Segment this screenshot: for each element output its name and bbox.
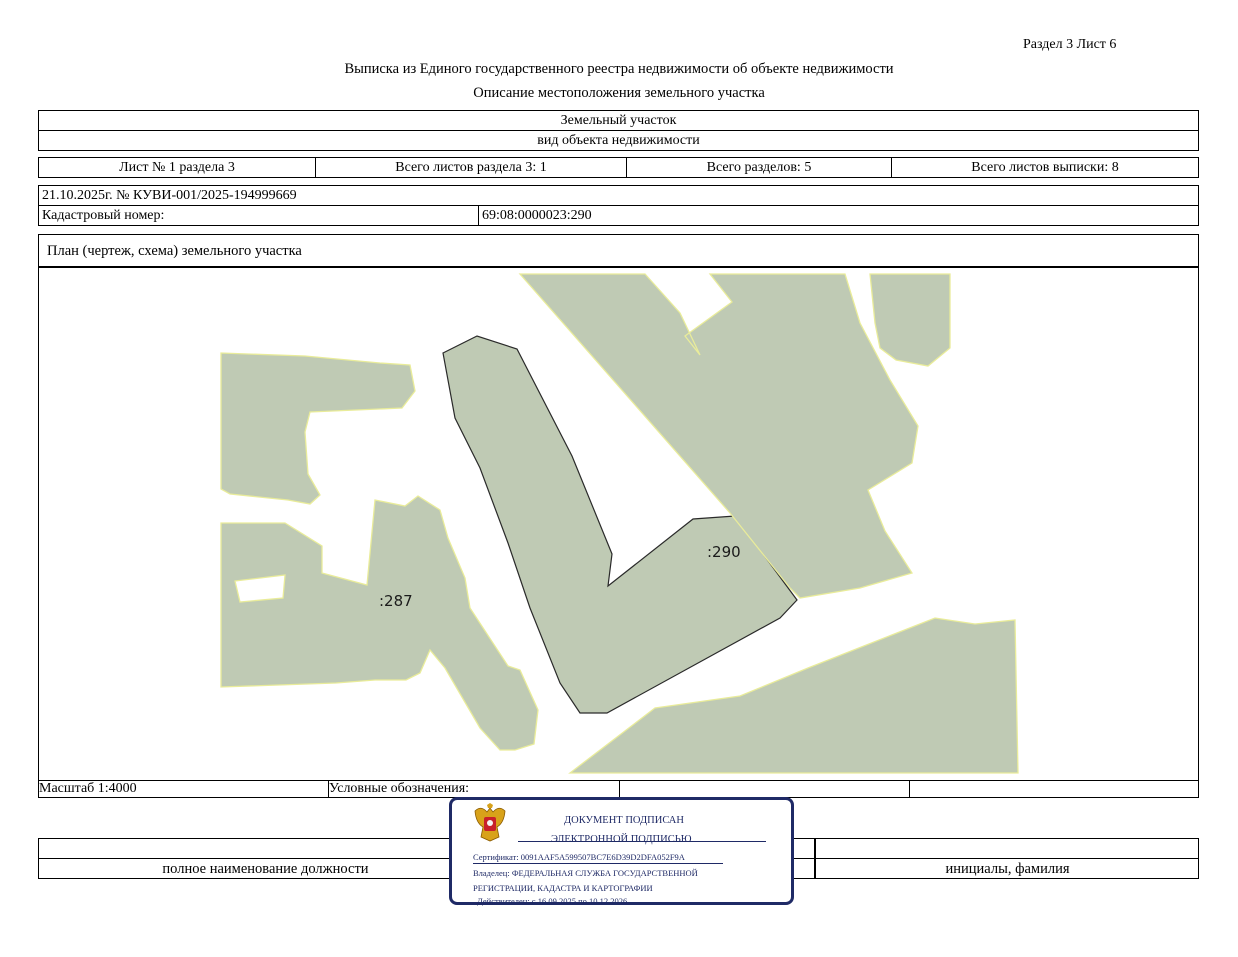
cadastral-value: 69:08:0000023:290 [478, 205, 1199, 226]
position-caption: полное наименование должности [162, 861, 369, 877]
object-type: Земельный участок [38, 110, 1199, 131]
total-sheets-extract: Всего листов выписки: 8 [891, 157, 1199, 178]
stamp-valid: Действителен: с 16.09.2025 по 10.12.2026 [477, 896, 628, 906]
cadastral-label: Кадастровый номер: [38, 205, 479, 226]
legend-cell-2 [909, 780, 1199, 798]
document-subtitle: Описание местоположения земельного участка [473, 85, 765, 101]
object-type-caption: вид объекта недвижимости [38, 130, 1199, 151]
scale-label: Масштаб 1:4000 [38, 780, 329, 798]
stamp-certificate: Сертификат: 0091AAF5A599507BC7E6D39D2DFA052F9A [473, 852, 685, 862]
sheet-number: Лист № 1 раздела 3 [38, 157, 316, 178]
electronic-signature-stamp [449, 797, 794, 905]
stamp-cert-underline [473, 863, 723, 864]
parcel-northeast [870, 274, 950, 366]
record-date-number: 21.10.2025г. № КУВИ-001/2025-194999669 [38, 185, 1199, 206]
plan-drawing [40, 268, 1196, 778]
stamp-owner2: РЕГИСТРАЦИИ, КАДАСТРА И КАРТОГРАФИИ [473, 883, 653, 893]
legend-cell-1 [619, 780, 910, 798]
total-sheets-section: Всего листов раздела 3: 1 [315, 157, 627, 178]
legend-label: Условные обозначения: [328, 780, 620, 798]
stamp-line1: ДОКУМЕНТ ПОДПИСАН [564, 815, 684, 826]
stamp-owner1: Владелец: ФЕДЕРАЛЬНАЯ СЛУЖБА ГОСУДАРСТВЕННОЙ [473, 868, 698, 878]
total-sections: Всего разделов: 5 [626, 157, 892, 178]
stamp-line2: ЭЛЕКТРОННОЙ ПОДПИСЬЮ [551, 834, 692, 845]
parcel-287 [221, 496, 538, 750]
document-title: Выписка из Единого государственного реестра недвижимости об объекте недвижимости [344, 61, 894, 77]
parcel-left [221, 353, 415, 504]
section-sheet-label: Раздел 3 Лист 6 [1023, 37, 1117, 52]
plan-title: План (чертеж, схема) земельного участка [47, 243, 302, 259]
parcel-label-287: :287 [379, 592, 413, 610]
parcel-label-290: :290 [707, 543, 741, 561]
coat-of-arms-icon [471, 803, 509, 843]
name-caption: инициалы, фамилия [945, 861, 1070, 877]
